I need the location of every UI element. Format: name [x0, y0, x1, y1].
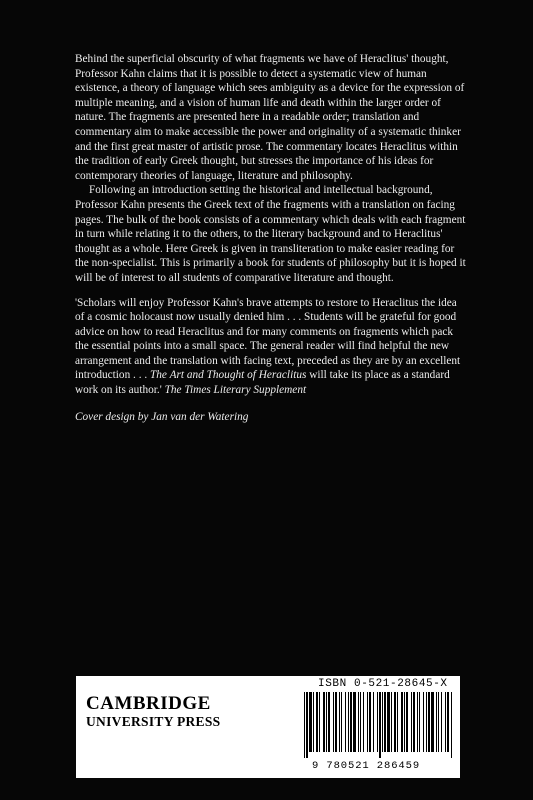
barcode-digits: 9 780521 286459: [312, 760, 421, 772]
review-quote-text: 'Scholars will enjoy Professor Kahn's brave attempts to restore to Heraclitus the idea of a cosmic holocaust now usually denied him . . . Students will be grateful for good advice on how to read Heraclitus and for many comments on fragments which pack the essential points into a small space. The general reader will find helpful the new arrangement and the translation with facing text, preceded as they are by an excellent introduction . . .: [75, 296, 461, 382]
review-quote-source: The Times Literary Supplement: [164, 384, 307, 397]
review-quote: [75, 296, 467, 398]
review-quote-book-title: The Art and Thought of Heraclitus: [150, 369, 307, 382]
review-quote-text-end: will take its place as a standard work on its author.': [75, 369, 450, 397]
publisher-name-line2: UNIVERSITY PRESS: [86, 714, 221, 729]
publisher-logo: [86, 694, 220, 730]
blurb-paragraph-2: Following an introduction setting the historical and intellectual background, Professor Kahn presents the Greek text of the fragments with a translation on facing pages. The bulk of the book consists of a commentary which deals with each fragment in turn while relating it to the others, to the literary background and to Heraclitus' thought as a whole. Here Greek is given in transliteration to make easier reading for the non-specialist. This is primarily a book for students of philosophy but it is hoped it will be of interest to all students of comparative literature and thought.: [75, 184, 466, 284]
cover-design-credit: Cover design by Jan van der Watering: [75, 410, 249, 423]
isbn-label: ISBN 0-521-28645-X: [318, 678, 448, 690]
blurb-paragraph-1: Behind the superficial obscurity of what fragments we have of Heraclitus' thought, Professor Kahn claims that it is possible to detect a systematic view of human existence, a theory of language which sees ambiguity as a device for the expression of multiple meaning, and a vision of human life and death within the larger order of nature. The fragments are presented here in a readable order; translation and commentary aim to make accessible the power and originality of a systematic thinker and the first great master of artistic prose. The commentary locates Heraclitus within the tradition of early Greek thought, but stresses the importance of his ideas for contemporary theories of language, literature and philosophy.: [75, 53, 465, 182]
publisher-barcode-panel: [76, 676, 460, 778]
barcode-icon: [302, 692, 456, 758]
blurb-text: [75, 52, 467, 424]
publisher-name-line1: CAMBRIDGE: [86, 693, 211, 714]
